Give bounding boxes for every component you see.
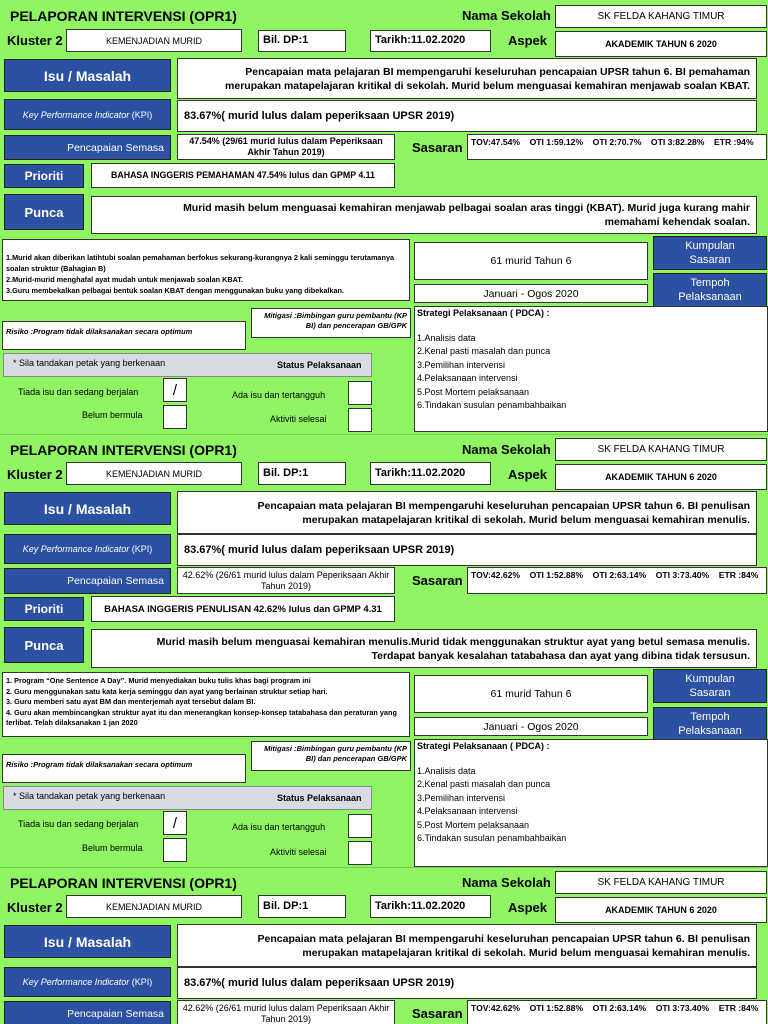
kumpulan-label: Kumpulan Sasaran (653, 669, 767, 703)
isu-label: Isu / Masalah (4, 492, 171, 525)
tempoh-label: Tempoh Pelaksanaan (653, 273, 767, 307)
strategi-title: Strategi Pelaksanaan ( PDCA) : (417, 308, 550, 318)
ada-isu-label: Ada isu dan tertangguh (232, 822, 326, 832)
intervensi-item: 1. Program “One Sentence A Day”. Murid menyediakan buku tulis khas bagi program ini (6, 676, 311, 685)
bil-dp-field: Bil. DP:1 (258, 462, 346, 485)
kluster-label: Kluster 2 (7, 900, 63, 915)
kumpulan-label: Kumpulan Sasaran (653, 236, 767, 270)
sasaran-label: Sasaran (412, 573, 463, 588)
tempoh-field: Januari - Ogos 2020 (414, 284, 648, 303)
isu-text: Pencapaian mata pelajaran BI mempengaruhi keseluruhan pencapaian UPSR tahun 6. BI penulisan merupakan matapelajaran kritikal di sekolah. Murid belum menguasai kemahiran menulis. (177, 924, 757, 967)
risiko-box (2, 321, 246, 350)
risiko-text: Risiko :Program tidak dilaksanakan secara optimum (6, 760, 193, 769)
strategi-step: 1.Analisis data (417, 766, 476, 776)
ada-isu-checkbox[interactable] (348, 381, 372, 405)
pencapaian-text: 47.54% (29/61 murid lulus dalam Peperiksaan Akhir Tahun 2019) (177, 134, 395, 160)
kpi-label-abbr: (KPI) (131, 109, 153, 120)
strategi-step: 4.Pelaksanaan intervensi (417, 806, 518, 817)
strategi-box (414, 739, 768, 867)
aktiviti-label: Aktiviti selesai (270, 414, 327, 424)
mitigasi-text: Mitigasi :Bimbingan guru pembantu (KP BI) dan pencerapan GB/GPK (264, 744, 407, 763)
status-label: Status Pelaksanaan (277, 360, 362, 370)
aspek-label: Aspek (508, 467, 548, 482)
sasaran-text: TOV:42.62% OTI 1:52.88% OTI 2:63.14% OTI 3:73.40% ETR :84% (467, 567, 767, 594)
strategi-step: 2.Kenal pasti masalah dan punca (417, 346, 551, 357)
intervensi-item: 3.Guru membekalkan pelbagai bentuk soalan KBAT dengan menggunakan buku yang dibekalkan. (6, 286, 345, 295)
tarikh-field: Tarikh:11.02.2020 (370, 462, 491, 485)
intervensi-item: 2.Murid-murid menghafal ayat mudah untuk menjawab soalan KBAT. (6, 275, 244, 284)
intervensi-list (6, 252, 406, 296)
form-title: PELAPORAN INTERVENSI (OPR1) (10, 875, 237, 891)
check-mark: / (172, 381, 178, 399)
mitigasi-text: Mitigasi :Bimbingan guru pembantu (KP BI) dan pencerapan GB/GPK (264, 311, 407, 330)
belum-label: Belum bermula (82, 410, 143, 420)
nama-sekolah-label: Nama Sekolah (462, 875, 551, 890)
tempoh-label: Tempoh Pelaksanaan (653, 707, 767, 741)
strategi-step: 2.Kenal pasti masalah dan punca (417, 779, 551, 790)
isu-text: Pencapaian mata pelajaran BI mempengaruhi keseluruhan pencapaian UPSR tahun 6. BI penulisan merupakan matapelajaran kritikal di sekolah. Murid belum menguasai kemahiran menulis. (177, 491, 757, 534)
aktiviti-checkbox[interactable] (348, 408, 372, 432)
mitigasi-box (251, 308, 411, 338)
risiko-text: Risiko :Program tidak dilaksanakan secara optimum (6, 327, 193, 336)
sasaran-text: TOV:42.62% OTI 1:52.88% OTI 2:63.14% OTI 3:73.40% ETR :84% (467, 1000, 767, 1024)
tiada-isu-checkbox[interactable] (163, 378, 187, 402)
kpi-label (4, 967, 171, 997)
ada-isu-checkbox[interactable] (348, 814, 372, 838)
sila-text: * Sila tandakan petak yang berkenaan (13, 791, 166, 801)
tempoh-field: Januari - Ogos 2020 (414, 717, 648, 736)
kluster-label: Kluster 2 (7, 467, 63, 482)
strategi-step: 3.Pemilihan intervensi (417, 359, 506, 370)
belum-label: Belum bermula (82, 843, 143, 853)
tiada-isu-checkbox[interactable] (163, 811, 187, 835)
sasaran-label: Sasaran (412, 1006, 463, 1021)
risiko-box (2, 754, 246, 783)
form-title: PELAPORAN INTERVENSI (OPR1) (10, 442, 237, 458)
aspek-label: Aspek (508, 900, 548, 915)
sekolah-field: SK FELDA KAHANG TIMUR (555, 438, 767, 461)
isu-label: Isu / Masalah (4, 925, 171, 958)
kpi-label-abbr: (KPI) (131, 544, 153, 554)
status-header (3, 353, 372, 377)
tarikh-field: Tarikh:11.02.2020 (370, 30, 491, 52)
kluster-field: KEMENJADIAN MURID (66, 462, 242, 485)
sekolah-field: SK FELDA KAHANG TIMUR (555, 5, 767, 28)
intervensi-list (6, 676, 406, 729)
kluster-field: KEMENJADIAN MURID (66, 895, 242, 918)
kpi-text: 83.67%( murid lulus dalam peperiksaan UPSR 2019) (177, 967, 757, 999)
status-header (3, 786, 372, 810)
tiada-isu-label: Tiada isu dan sedang berjalan (18, 387, 139, 397)
kluster-label: Kluster 2 (7, 33, 63, 48)
sasaran-label: Sasaran (412, 140, 463, 155)
pencapaian-text: 42.62% (26/61 murid lulus dalam Peperiksaan Akhir Tahun 2019) (177, 1000, 395, 1024)
strategi-step: 5.Post Mortem pelaksanaan (417, 819, 530, 830)
prioriti-text: BAHASA INGGERIS PEMAHAMAN 47.54% lulus dan GPMP 4.11 (91, 163, 395, 188)
kpi-text: 83.67%( murid lulus dalam peperiksaan UPSR 2019) (177, 100, 757, 132)
bil-dp-field: Bil. DP:1 (258, 895, 346, 918)
punca-label: Punca (4, 627, 84, 663)
aspek-field: AKADEMIK TAHUN 6 2020 (555, 31, 767, 57)
sila-text: * Sila tandakan petak yang berkenaan (13, 358, 166, 368)
strategi-step: 3.Pemilihan intervensi (417, 792, 506, 803)
pencapaian-label: Pencapaian Semasa (4, 568, 171, 594)
aktiviti-checkbox[interactable] (348, 841, 372, 865)
ada-isu-label: Ada isu dan tertangguh (232, 390, 326, 400)
kpi-text: 83.67%( murid lulus dalam peperiksaan UPSR 2019) (177, 534, 757, 566)
kpi-label-italic: Key Performance Indicator (22, 977, 130, 987)
strategi-list (417, 332, 765, 412)
punca-text: Murid masih belum menguasai kemahiran menulis.Murid tidak menggunakan struktur ayat yang betul semasa menulis. Terdapat banyak kesalahan tatabahasa dan ayat yang dibina tidak tersusun. (91, 629, 757, 668)
intervensi-box (2, 672, 410, 737)
prioriti-label: Prioriti (4, 597, 84, 621)
belum-checkbox[interactable] (163, 838, 187, 862)
nama-sekolah-label: Nama Sekolah (462, 442, 551, 457)
kpi-label (4, 99, 171, 130)
intervensi-item: 1.Murid akan diberikan latihtubi soalan pemahaman berfokus sekurang-kurangnya 2 kali seminggu terutamanya soalan struktur (Bahagian B) (6, 253, 395, 273)
kumpulan-field: 61 murid Tahun 6 (414, 675, 648, 713)
intervensi-item: 2. Guru menggunakan satu kata kerja seminggu dan ayat yang berlainan struktur setiap hari. (6, 686, 328, 696)
kpi-label (4, 534, 171, 564)
sasaran-text: TOV:47.54% OTI 1:59.12% OTI 2:70.7% OTI 3:82.28% ETR :94% (467, 134, 767, 160)
strategi-box (414, 306, 768, 432)
aspek-label: Aspek (508, 33, 548, 48)
intervensi-box (2, 239, 410, 301)
tarikh-field: Tarikh:11.02.2020 (370, 895, 491, 918)
strategi-step: 1.Analisis data (417, 333, 476, 343)
strategi-step: 6.Tindakan susulan penambahbaikan (417, 833, 567, 844)
pencapaian-label: Pencapaian Semasa (4, 1001, 171, 1024)
intervensi-item: 3. Guru memberi satu ayat BM dan menterjemah ayat tersebut dalam BI. (6, 697, 256, 706)
kpi-label-italic: Key Performance Indicator (22, 109, 130, 120)
aktiviti-label: Aktiviti selesai (270, 847, 327, 857)
mitigasi-box (251, 741, 411, 771)
form-title: PELAPORAN INTERVENSI (OPR1) (10, 8, 237, 24)
punca-label: Punca (4, 194, 84, 230)
report-section-1 (0, 0, 768, 434)
aspek-field: AKADEMIK TAHUN 6 2020 (555, 897, 767, 923)
tiada-isu-label: Tiada isu dan sedang berjalan (18, 819, 139, 829)
strategi-step: 6.Tindakan susulan penambahbaikan (417, 400, 567, 411)
nama-sekolah-label: Nama Sekolah (462, 8, 551, 23)
punca-text: Murid masih belum menguasai kemahiran menjawab pelbagai soalan aras tinggi (KBAT). Murid juga kurang mahir memahami kehendak soalan. (91, 196, 757, 234)
bil-dp-field: Bil. DP:1 (258, 30, 346, 52)
sekolah-field: SK FELDA KAHANG TIMUR (555, 871, 767, 894)
strategi-title: Strategi Pelaksanaan ( PDCA) : (417, 741, 550, 751)
report-section-3 (0, 867, 768, 1024)
prioriti-label: Prioriti (4, 164, 84, 188)
aspek-field: AKADEMIK TAHUN 6 2020 (555, 464, 767, 490)
kpi-label-italic: Key Performance Indicator (22, 544, 130, 554)
kpi-label-abbr: (KPI) (131, 977, 153, 987)
report-section-2 (0, 434, 768, 868)
strategi-step: 5.Post Mortem pelaksanaan (417, 386, 530, 397)
kumpulan-field: 61 murid Tahun 6 (414, 242, 648, 280)
kluster-field: KEMENJADIAN MURID (66, 29, 242, 52)
check-mark: / (172, 814, 178, 832)
belum-checkbox[interactable] (163, 405, 187, 429)
pencapaian-text: 42.62% (26/61 murid lulus dalam Peperiksaan Akhir Tahun 2019) (177, 567, 395, 594)
prioriti-text: BAHASA INGGERIS PENULISAN 42.62% lulus dan GPMP 4.31 (91, 596, 395, 622)
status-label: Status Pelaksanaan (277, 793, 362, 803)
strategi-list (417, 765, 765, 845)
isu-label: Isu / Masalah (4, 59, 171, 92)
strategi-step: 4.Pelaksanaan intervensi (417, 373, 518, 384)
isu-text: Pencapaian mata pelajaran BI mempengaruhi keseluruhan pencapaian UPSR tahun 6. BI pemahaman merupakan matapelajaran kritikal di sekolah. Murid belum menguasai kemahiran menjawab soalan KBAT. (177, 58, 757, 99)
intervensi-item: 4. Guru akan membincangkan struktur ayat itu dan menerangkan konsep-konsep tatabahasa dan peraturan yang terlibat. Telah dilaksanakan 1 jan 2020 (6, 707, 397, 727)
pencapaian-label: Pencapaian Semasa (4, 135, 171, 160)
